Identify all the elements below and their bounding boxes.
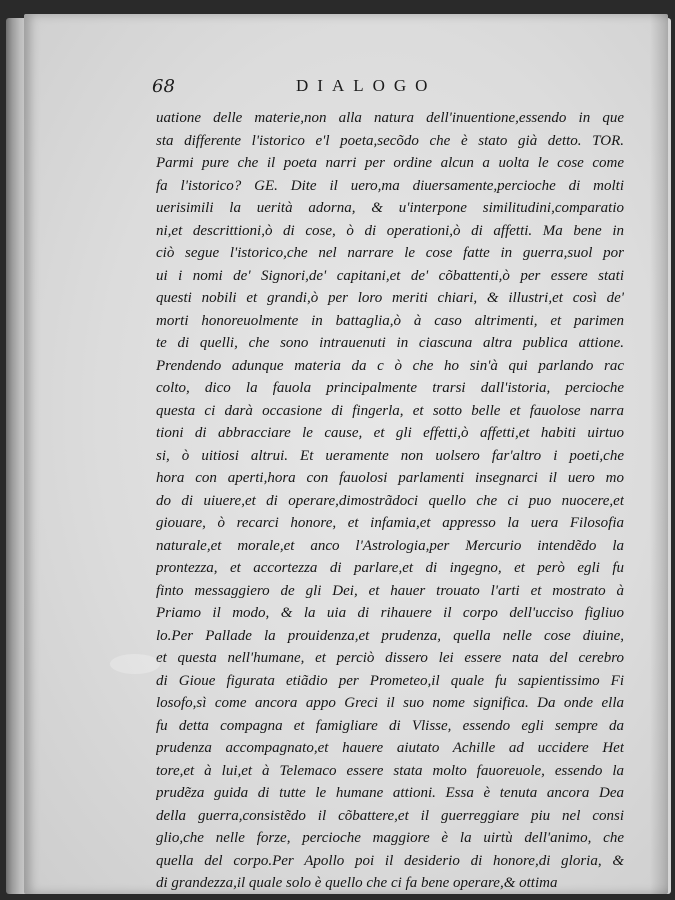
page-fold-shadow <box>650 14 668 894</box>
body-text <box>156 107 624 894</box>
text-line: glio,che nelle forze, percioche maggiore è la uirtù dell'animo, che <box>156 830 624 846</box>
text-line: uatione delle materie,non alla natura dell'inuentione,essendo in que <box>156 110 624 126</box>
text-line: prudenza accompagnato,et hauere aiutato Achille ad uccidere Het <box>156 740 624 756</box>
text-line: losofo,sì come ancora appo Greci il suo nome significa. Da onde ella <box>156 695 624 711</box>
text-line: giouare, ò recarci honore, et infamia,et appresso la uera Filosofia <box>156 515 624 531</box>
text-line: quella del corpo.Per Apollo poi il desiderio di honore,di gloria, & <box>156 852 624 869</box>
text-line: uerisimili la uerità adorna, & u'interpone similitudini,comparatio <box>156 200 624 216</box>
text-line: te di quelli, che sono intrauenuti in ciascuna altra publica attione. <box>156 335 624 351</box>
text-line: do di uiuere,et di operare,dimostrãdoci quello che ci puo nuocere,et <box>156 492 624 509</box>
text-line: questi nobili et grandi,ò per loro meriti chiari, & illustri,et così de' <box>156 290 624 306</box>
text-line: colto, dico la fauola principalmente trarsi dall'istoria, percioche <box>156 380 624 396</box>
text-line: ui i nomi de' Signori,de' capitani,et de' cõbattenti,ò per essere stati <box>156 267 624 284</box>
text-line: Prendendo adunque materia da c ò che ho sin'à qui parlando rac <box>156 357 624 374</box>
paper-stain <box>110 654 160 674</box>
text-line: della guerra,consistẽdo il cõbattere,et il guerreggiare piu nel consi <box>156 807 624 824</box>
page-header <box>24 76 668 100</box>
text-line: fa l'istorico? GE. Dite il uero,ma diuersamente,percioche di molti <box>156 177 624 194</box>
text-line: si, ò uitiosi altrui. Et ueramente non uolsero far'altro i poeti,che <box>156 447 624 464</box>
text-line: naturale,et morale,et anco l'Astrologia,per Mercurio intendẽdo la <box>156 537 624 554</box>
book-page <box>24 14 668 894</box>
text-line: prudẽza guida di tutte le humane attioni. Essa è tenuta ancora Dea <box>156 785 624 801</box>
text-line: Parmi pure che il poeta narri per ordine alcun a uolta le cose come <box>156 155 624 171</box>
text-line: questa ci darà occasione di fingerla, et sotto belle et fauolose narra <box>156 402 624 419</box>
text-line: prontezza, et accortezza di parlare,et di ingegno, et però egli fu <box>156 560 624 576</box>
text-line: ciò segue l'istorico,che nel narrare le cose fatte in guerra,suol por <box>156 245 624 261</box>
text-line: di Gioue figurata etiãdio per Prometeo,il quale fu sapientissimo Fi <box>156 672 624 689</box>
text-line: Priamo il modo, & la uia di rihauere il corpo dell'ucciso figliuo <box>156 605 624 621</box>
text-line: hora con aperti,hora con fauolosi parlamenti insegnarci il uero mo <box>156 470 624 486</box>
text-line: morti honoreuolmente in battaglia,ò à caso altrimenti, et parimen <box>156 312 624 329</box>
running-head: DIALOGO <box>296 76 437 95</box>
text-line: fu detta compagna et famigliare di Vlisse, essendo egli sempre da <box>156 717 624 734</box>
text-line: di grandezza,il quale solo è quello che ci fa bene operare,& ottima <box>156 875 558 891</box>
text-line: tore,et à lui,et à Telemaco essere stata molto fauoreuole, essendo la <box>156 762 624 779</box>
text-line: et questa nell'humane, et perciò dissero lei essere nata del cerebro <box>156 650 624 666</box>
text-line: sta differente l'istorico e'l poeta,secõdo che è stato già detto. TOR. <box>156 132 624 149</box>
text-line: ni,et descrittioni,ò di cose, ò di operationi,ò di affetti. Ma bene in <box>156 222 624 239</box>
text-line: tioni di abbracciare le cause, et gli effetti,ò affetti,et habiti uirtuo <box>156 425 624 441</box>
text-line: lo.Per Pallade la prouidenza,et prudenza, quella nelle cose diuine, <box>156 627 624 644</box>
text-line: finto messaggiero de gli Dei, et hauer trouato l'arti et mostrato à <box>156 582 624 599</box>
page-number: 68 <box>152 76 175 97</box>
